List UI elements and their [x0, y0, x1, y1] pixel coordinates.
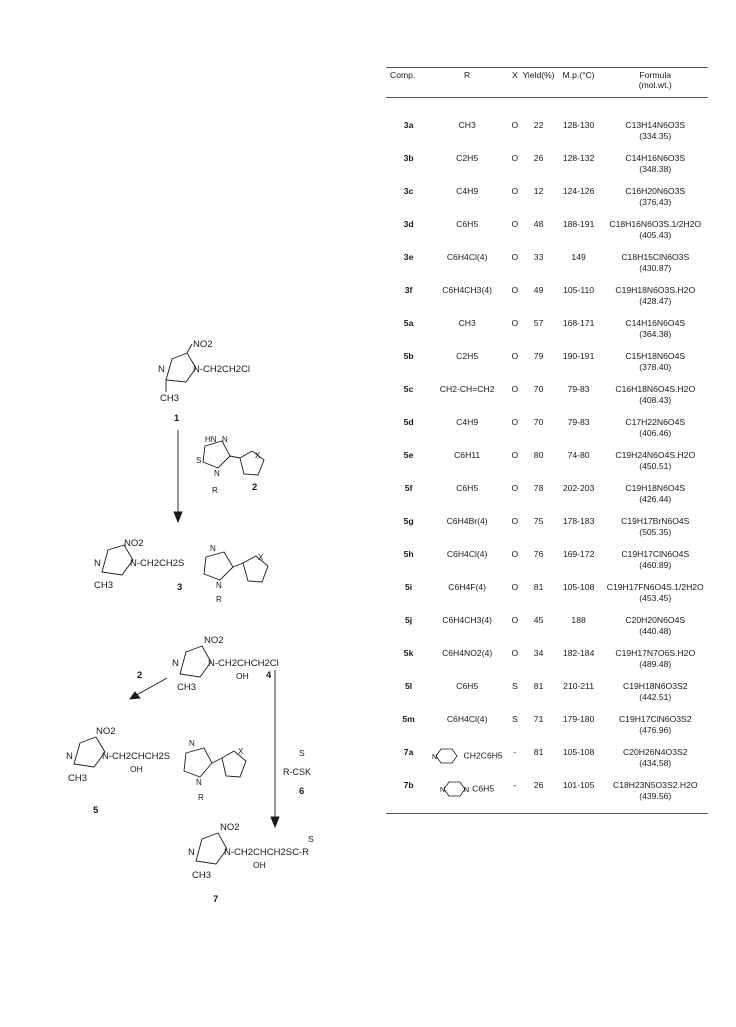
cell-comp: 3b [403, 153, 414, 163]
c3-ch3: CH3 [94, 580, 114, 591]
table-row [386, 648, 708, 681]
cell-r-substituent: C6H5 [472, 783, 495, 794]
cell-r: C6H4F(4) [448, 582, 486, 592]
furan-ring-3 [243, 556, 268, 582]
cell-x: S [511, 681, 518, 691]
cell-formula [603, 747, 708, 780]
table-row [386, 483, 708, 516]
cell-mp: 190-191 [562, 351, 595, 361]
cell-x: O [511, 285, 519, 295]
cell-r: C4H9 [456, 417, 479, 427]
mol-wt-text: (440.48) [639, 626, 672, 636]
table-header-row [386, 68, 708, 98]
cell-formula [603, 681, 708, 714]
cell-comp: 5b [403, 351, 414, 361]
formula-text: C19H17ClN6O4S [621, 549, 690, 559]
c2-x: X [255, 451, 261, 460]
c6-s: S [299, 748, 305, 758]
c1-n: N [158, 364, 165, 375]
cell-yield: 80 [533, 450, 544, 460]
formula-text: C13H14N6O3S [625, 120, 686, 130]
mol-wt-text: (505.35) [639, 527, 672, 537]
cell-comp: 5c [403, 384, 414, 394]
svg-text:N: N [431, 754, 437, 761]
c2-nn: N [214, 469, 220, 478]
table-row [386, 384, 708, 417]
c3-chain: N-CH2CH2S [130, 558, 185, 569]
cell-yield: 79 [533, 351, 544, 361]
formula-text: C18H16N6O3S.1/2H2O [609, 219, 702, 229]
cell-x: O [511, 615, 519, 625]
cell-yield: 71 [533, 714, 544, 724]
cell-r: C6H11 [454, 450, 481, 460]
imidazole-ring-1 [166, 353, 196, 382]
cell-formula [603, 582, 708, 615]
cell-comp: 5j [405, 615, 413, 625]
cell-formula [603, 516, 708, 549]
formula-text: C19H17BrN6O4S [621, 516, 690, 526]
cell-yield: 78 [533, 483, 544, 493]
cell-yield: 26 [533, 780, 544, 790]
cell-x: O [511, 219, 519, 229]
mol-wt-text: (348.38) [639, 164, 672, 174]
cell-r: C6H4Br(4) [446, 516, 488, 526]
header-yield: Yield(%) [522, 70, 555, 80]
formula-text: C16H20N6O3S [625, 186, 686, 196]
mol-wt-text: (334.35) [639, 131, 672, 141]
mol-wt-text: (460.89) [639, 560, 672, 570]
cell-mp: 101-105 [562, 780, 595, 790]
c1-no2: NO2 [193, 339, 213, 350]
mol-wt-text: (364.38) [639, 329, 672, 339]
cell-mp: 168-171 [562, 318, 595, 328]
cell-yield: 81 [533, 681, 544, 691]
cell-formula [603, 252, 708, 285]
c5-r: R [198, 793, 204, 802]
cell-yield: 70 [533, 384, 544, 394]
c5-n2: N [196, 778, 202, 787]
table-row [386, 252, 708, 285]
c3-n: N [94, 558, 101, 569]
data-table [386, 67, 708, 814]
c7-ch3: CH3 [192, 870, 212, 881]
formula-text: C19H18N6O3S.H2O [615, 285, 696, 295]
c1-label: 1 [174, 413, 180, 424]
cell-r: C6H4NO2(4) [442, 648, 493, 658]
c2-r: R [212, 486, 218, 495]
cell-r: CH3 [458, 318, 476, 328]
cell-mp: 105-108 [562, 582, 595, 592]
cell-r: C6H5 [456, 219, 479, 229]
formula-text: C14H16N6O4S [625, 318, 686, 328]
cell-comp: 5e [403, 450, 414, 460]
cell-x: O [511, 450, 519, 460]
cell-r: CH3 [458, 120, 476, 130]
mol-wt-text: (439.56) [639, 791, 672, 801]
cell-r: C6H4Cl(4) [446, 252, 488, 262]
cell-x: S [511, 714, 518, 724]
header-r: R [464, 70, 471, 80]
cell-mp: 182-184 [562, 648, 595, 658]
cell-comp: 3d [403, 219, 414, 229]
table-row [386, 681, 708, 714]
mol-wt-text: (405.43) [639, 230, 672, 240]
formula-text: C20H20N6O4S [625, 615, 686, 625]
cell-mp: 210-211 [563, 681, 595, 691]
table-row [386, 285, 708, 318]
header-formula [603, 68, 708, 98]
formula-text: C18H15ClN6O3S [621, 252, 690, 262]
header-mol-wt: (mol.wt.) [638, 80, 672, 90]
cell-x: O [511, 120, 519, 130]
cell-mp: 169-172 [562, 549, 595, 559]
c4-label: 4 [266, 670, 272, 681]
cell-r-substituent: CH2C6H5 [463, 750, 503, 761]
c5-label: 5 [93, 805, 99, 816]
cell-comp: 5m [402, 714, 415, 724]
header-mp: M.p.(°C) [562, 70, 595, 80]
cell-r: C6H4Cl(4) [446, 549, 488, 559]
mol-wt-text: (476.96) [639, 725, 672, 735]
formula-text: C19H18N6O4S [625, 483, 686, 493]
cell-yield: 81 [533, 582, 544, 592]
cell-comp: 7a [403, 747, 414, 757]
cell-r: C6H4CH3(4) [442, 615, 492, 625]
cell-formula [603, 417, 708, 450]
cell-mp: 188-191 [562, 219, 595, 229]
mol-wt-text: (489.48) [639, 659, 672, 669]
cell-r: C6H5 [456, 483, 479, 493]
cell-comp: 3f [404, 285, 413, 295]
header-x: X [511, 70, 518, 80]
c7-oh: OH [253, 860, 266, 870]
c1-ch3: CH3 [160, 393, 180, 404]
c4-n: N [172, 658, 179, 669]
mol-wt-text: (378.40) [639, 362, 672, 372]
cell-mp: 149 [571, 252, 586, 262]
c3-no2: NO2 [124, 538, 144, 549]
cell-comp: 5a [403, 318, 414, 328]
mol-wt-text: (426.44) [639, 494, 672, 504]
header-formula-label: Formula [639, 70, 672, 80]
compound-table [386, 67, 708, 814]
cell-x: O [511, 648, 519, 658]
formula-text: C17H22N6O4S [625, 417, 686, 427]
cell-yield: 70 [533, 417, 544, 427]
formula-text: C19H24N6O4S.H2O [615, 450, 696, 460]
table-row [386, 98, 708, 154]
triazole-ring-3 [204, 552, 233, 580]
header-comp: Comp. [390, 70, 416, 80]
table-row [386, 615, 708, 648]
cell-r: CH2-CH=CH2 [439, 384, 495, 394]
cell-comp: 5i [405, 582, 413, 592]
cell-comp: 7b [403, 780, 414, 790]
cell-yield: 22 [533, 120, 544, 130]
cell-formula [603, 285, 708, 318]
cell-mp: 179-180 [562, 714, 595, 724]
cell-formula [603, 450, 708, 483]
cell-mp: 124-126 [562, 186, 595, 196]
c5-no2: NO2 [96, 726, 116, 737]
c5-chain: N-CH2CHCH2S [102, 751, 171, 762]
formula-text: C19H17ClN6O3S2 [618, 714, 692, 724]
mol-wt-text: (408.43) [639, 395, 672, 405]
cell-formula [603, 186, 708, 219]
c4-no2: NO2 [204, 635, 224, 646]
c4-oh: OH [236, 671, 249, 681]
cell-x: O [511, 582, 519, 592]
cell-r: C6H5 [456, 681, 479, 691]
cell-x: O [511, 417, 519, 427]
table-row [386, 318, 708, 351]
c4-chain: N-CH2CHCH2Cl [208, 658, 279, 669]
cell-yield: 12 [533, 186, 544, 196]
cell-yield: 33 [533, 252, 544, 262]
c5-n: N [66, 751, 73, 762]
table-row [386, 219, 708, 252]
cell-x: O [511, 483, 519, 493]
cell-x: O [511, 318, 519, 328]
cell-comp: 3e [403, 252, 414, 262]
cell-formula [603, 714, 708, 747]
cell-r: C6H4CH3(4) [442, 285, 492, 295]
c5-oh: OH [130, 764, 143, 774]
c2-s: S [196, 456, 202, 465]
cell-x: O [511, 252, 519, 262]
formula-text: C19H17N7O6S.H2O [615, 648, 696, 658]
cell-x: O [511, 384, 519, 394]
cell-comp: 3a [403, 120, 414, 130]
c3-nn: N [210, 544, 216, 553]
cell-mp: 188 [571, 615, 586, 625]
formula-text: C14H16N6O3S [625, 153, 686, 163]
c6-formula: R-CSK [283, 767, 312, 777]
c7-label: 7 [213, 894, 219, 905]
imidazole-ring-3 [102, 545, 133, 575]
c4-ch3: CH3 [177, 682, 197, 693]
table-row [386, 516, 708, 549]
cell-comp: 5f [404, 483, 413, 493]
c3-n2: N [216, 581, 222, 590]
c3-x: X [258, 553, 264, 562]
table-row [386, 450, 708, 483]
formula-text: C15H18N6O4S [625, 351, 686, 361]
cell-yield: 75 [533, 516, 544, 526]
formula-text: C20H26N4O3S2 [623, 747, 688, 757]
cell-yield: 76 [533, 549, 544, 559]
cell-yield: 57 [533, 318, 544, 328]
c2-label: 2 [252, 482, 258, 493]
cell-yield: 34 [533, 648, 544, 658]
table-row [386, 186, 708, 219]
cell-r: C2H5 [456, 153, 479, 163]
cell-x: O [511, 351, 519, 361]
piperazine-ring-icon [440, 780, 472, 798]
cell-formula [603, 384, 708, 417]
table-row [386, 153, 708, 186]
c2-hn: HN [205, 435, 217, 444]
svg-text:N: N [440, 787, 446, 794]
cell-comp: 3c [403, 186, 414, 196]
c7-chain: N-CH2CHCH2SC-R [224, 847, 309, 858]
cell-comp: 5k [403, 648, 414, 658]
cell-mp: 79-83 [567, 384, 590, 394]
c5-nn: N [189, 739, 195, 748]
c3-r: R [216, 595, 222, 604]
cell-mp: 178-183 [562, 516, 595, 526]
cell-x: - [513, 747, 517, 757]
mol-wt-text: (430.87) [639, 263, 672, 273]
table-row [386, 780, 708, 814]
c3-label: 3 [177, 582, 183, 593]
cell-r [427, 747, 507, 780]
piperidine-ring-icon [432, 747, 464, 765]
cell-yield: 26 [533, 153, 544, 163]
table-row [386, 582, 708, 615]
cell-formula [603, 483, 708, 516]
table-row [386, 549, 708, 582]
cell-mp: 202-203 [562, 483, 595, 493]
c7-n: N [188, 847, 195, 858]
formula-text: C19H17FN6O4S.1/2H2O [606, 582, 704, 592]
cell-mp: 105-110 [563, 285, 595, 295]
cell-formula [603, 219, 708, 252]
cell-formula [603, 648, 708, 681]
triazole-ring-2 [203, 441, 230, 468]
cell-comp: 5g [403, 516, 414, 526]
cell-x: O [511, 549, 519, 559]
c2-n: N [222, 435, 228, 444]
cell-formula [603, 615, 708, 648]
cell-formula [603, 318, 708, 351]
c6-label: 6 [299, 786, 305, 797]
formula-text: C16H18N6O4S.H2O [615, 384, 696, 394]
cell-mp: 105-108 [562, 747, 595, 757]
mol-wt-text: (442.51) [639, 692, 672, 702]
cell-r: C4H9 [456, 186, 479, 196]
table-row [386, 351, 708, 384]
cell-r: C6H4Cl(4) [446, 714, 488, 724]
mol-wt-text: (406.46) [639, 428, 672, 438]
mol-wt-text: (450.51) [639, 461, 672, 471]
cell-comp: 5l [405, 681, 413, 691]
arrow-label-2: 2 [137, 670, 143, 681]
cell-mp: 128-130 [562, 120, 595, 130]
formula-text: C19H18N6O3S2 [623, 681, 688, 691]
c7-no2: NO2 [220, 822, 240, 833]
mol-wt-text: (434.58) [639, 758, 672, 768]
c1-chain: N-CH2CH2Cl [193, 364, 251, 375]
cell-comp: 5d [403, 417, 414, 427]
c5-x: X [238, 747, 244, 756]
cell-yield: 81 [533, 747, 544, 757]
cell-x: O [511, 153, 519, 163]
cell-x: O [511, 186, 519, 196]
formula-text: C18H23N5O3S2.H2O [612, 780, 698, 790]
cell-mp: 74-80 [567, 450, 590, 460]
cell-formula [603, 780, 708, 814]
furan-ring-2 [240, 451, 264, 475]
cell-formula [603, 98, 708, 154]
table-row [386, 747, 708, 780]
cell-r [427, 780, 507, 814]
mol-wt-text: (428.47) [639, 296, 672, 306]
cell-mp: 79-83 [567, 417, 590, 427]
c5-ch3: CH3 [68, 773, 88, 784]
c7-s: S [308, 834, 314, 844]
mol-wt-text: (376.43) [639, 197, 672, 207]
table-row [386, 714, 708, 747]
cell-formula [603, 549, 708, 582]
cell-yield: 49 [533, 285, 544, 295]
cell-yield: 45 [533, 615, 544, 625]
cell-x: - [513, 780, 517, 790]
cell-comp: 5h [403, 549, 414, 559]
cell-r: C2H5 [456, 351, 479, 361]
table-row [386, 417, 708, 450]
cell-x: O [511, 516, 519, 526]
cell-formula [603, 351, 708, 384]
cell-mp: 128-132 [562, 153, 595, 163]
cell-yield: 48 [533, 219, 544, 229]
cell-formula [603, 153, 708, 186]
svg-text:N: N [464, 787, 470, 794]
mol-wt-text: (453.45) [639, 593, 672, 603]
